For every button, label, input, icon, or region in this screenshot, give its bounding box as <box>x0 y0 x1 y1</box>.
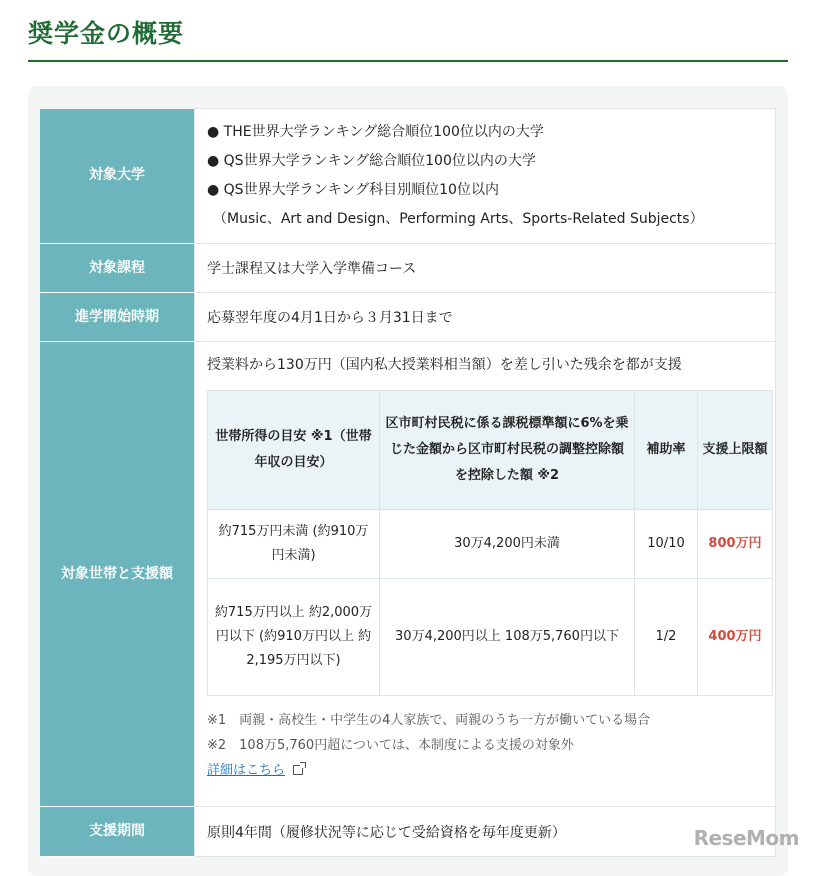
support-amount-table <box>207 390 773 696</box>
label-target-course: 対象課程 <box>40 244 195 293</box>
footnote-1: ※1 両親・高校生・中学生の4人家族で、両親のうち一方が働いている場合 <box>207 713 651 728</box>
header-limit: 支援上限額 <box>698 391 773 510</box>
external-link-icon <box>293 765 303 775</box>
support-intro: 授業料から130万円（国内私大授業料相当額）を差し引いた残余を都が支援 <box>207 357 682 373</box>
university-criterion: ● THE世界大学ランキング総合順位100位以内の大学 <box>207 124 544 140</box>
table-row <box>208 579 773 696</box>
cell-limit: 400万円 <box>698 579 773 696</box>
row-start-period <box>40 293 776 342</box>
row-target-course <box>40 244 776 293</box>
label-target-university: 対象大学 <box>40 109 195 244</box>
support-table-header <box>208 391 773 510</box>
university-criterion: ● QS世界大学ランキング総合順位100位以内の大学 <box>207 153 536 169</box>
cell-tax: 30万4,200円以上 108万5,760円以下 <box>380 579 635 696</box>
detail-link[interactable]: 詳細はこちら <box>207 763 286 778</box>
label-start-period: 進学開始時期 <box>40 293 195 342</box>
resemom-watermark-logo: ReseMom <box>693 826 799 850</box>
footnotes <box>207 708 763 783</box>
value-target-course: 学士課程又は大学入学準備コース <box>195 244 776 293</box>
cell-rate: 1/2 <box>635 579 698 696</box>
value-start-period: 応募翌年度の4月1日から３月31日まで <box>195 293 776 342</box>
cell-income: 約715万円以上 約2,000万円以下 (約910万円以上 約2,195万円以下) <box>208 579 380 696</box>
title-divider <box>28 60 788 62</box>
cell-income: 約715万円未満 (約910万円未満) <box>208 510 380 579</box>
scholarship-overview-table <box>40 108 776 857</box>
row-target-university <box>40 109 776 244</box>
row-household-support <box>40 342 776 807</box>
table-row <box>208 510 773 579</box>
label-household-support: 対象世帯と支援額 <box>40 342 195 807</box>
footnote-2: ※2 108万5,760円超については、本制度による支援の対象外 <box>207 738 574 753</box>
header-rate: 補助率 <box>635 391 698 510</box>
detail-link-row <box>207 758 763 783</box>
cell-limit: 800万円 <box>698 510 773 579</box>
header-tax: 区市町村民税に係る課税標準額に6%を乗じた金額から区市町村民税の調整控除額を控除した額 ※2 <box>380 391 635 510</box>
cell-rate: 10/10 <box>635 510 698 579</box>
value-target-university <box>195 109 776 244</box>
value-household-support <box>195 342 776 807</box>
subject-list: （Music、Art and Design、Performing Arts、Sports-Related Subjects） <box>213 211 704 227</box>
row-support-period <box>40 807 776 857</box>
university-criterion: ● QS世界大学ランキング科目別順位10位以内 <box>207 182 499 198</box>
header-income: 世帯所得の目安 ※1（世帯年収の目安） <box>208 391 380 510</box>
page-title: 奨学金の概要 <box>28 19 185 48</box>
label-support-period: 支援期間 <box>40 807 195 857</box>
value-support-period: 原則4年間（履修状況等に応じて受給資格を毎年度更新） <box>195 807 776 857</box>
cell-tax: 30万4,200円未満 <box>380 510 635 579</box>
